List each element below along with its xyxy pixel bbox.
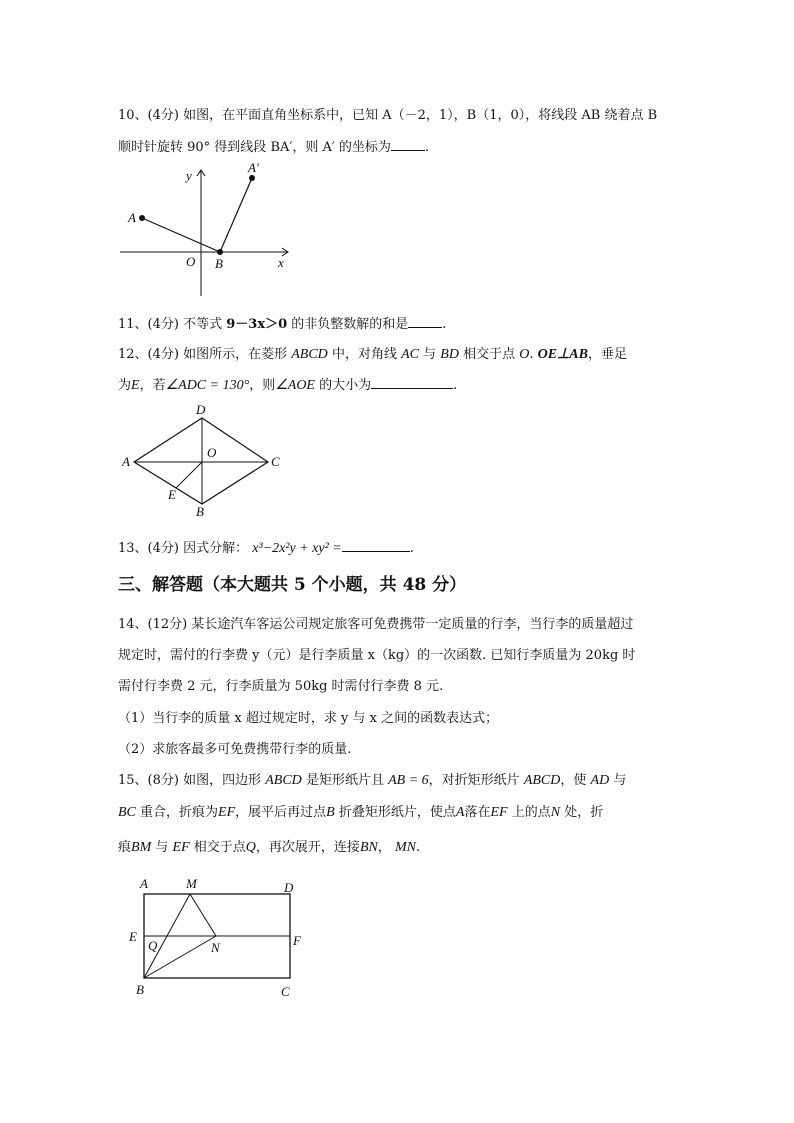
q15-abcd-2: ABCD xyxy=(523,773,561,788)
q12-o: O xyxy=(519,347,530,362)
q15-text-p: ， xyxy=(377,840,391,855)
segment-mn xyxy=(190,894,216,936)
q12-answer-blank[interactable] xyxy=(371,376,453,389)
q15-mn: MN xyxy=(394,840,416,855)
q14-sub1: （1）当行李的质量 x 超过规定时，求 y 与 x 之间的函数表达式； xyxy=(118,711,499,726)
q10-answer-blank[interactable] xyxy=(391,138,425,151)
q11-text: 11、(4分) 不等式 xyxy=(118,317,223,332)
q12-e: E xyxy=(131,378,140,393)
point-b xyxy=(217,249,223,255)
q12-line1 xyxy=(118,343,627,363)
q15-line1 xyxy=(118,769,626,789)
q15-text-k: 处，折 xyxy=(564,805,604,820)
q15-text-n: 相交于点 xyxy=(193,840,246,855)
q15-q: Q xyxy=(245,840,256,855)
label-d: D xyxy=(196,402,206,417)
q13-expr: x³−2x²y + xy² = xyxy=(252,541,342,556)
q15-text-h: 折叠矩形纸片，使点 xyxy=(338,805,456,820)
q15-text-d: ，使 xyxy=(560,773,587,788)
label-b: B xyxy=(215,256,223,271)
label-a1: A′ xyxy=(248,160,259,175)
q12-angle-adc: ∠ADC = 130° xyxy=(165,378,250,393)
q15-n: N xyxy=(550,805,561,820)
q15-text-e: 与 xyxy=(613,773,627,788)
label-o: O xyxy=(186,254,196,269)
q10-line1: 10、(4分) 如图，在平面直角坐标系中，已知 A（－2，1），B（1，0），将线段 AB 绕着点 B xyxy=(118,108,658,123)
label-n: N xyxy=(211,940,220,955)
label-a: A xyxy=(122,454,130,469)
q14-sub2: （2）求旅客最多可免费携带行李的质量. xyxy=(118,742,352,757)
q12-text-e: 为 xyxy=(118,378,132,393)
point-a1 xyxy=(249,175,255,181)
label-a: A xyxy=(128,210,136,225)
q15-text-c: ，对折矩形纸片 xyxy=(428,773,520,788)
label-f: F xyxy=(293,933,301,948)
q12-bd: BD xyxy=(440,347,459,362)
label-d: D xyxy=(284,880,294,895)
q15-text-a: 15、(8分) 如图，四边形 xyxy=(118,773,262,788)
q12-angle-aoe: ∠AOE xyxy=(275,378,315,393)
label-e: E xyxy=(129,929,137,944)
label-a: A xyxy=(140,876,148,891)
q15-b: B xyxy=(326,805,335,820)
rhombus-abcd xyxy=(134,418,268,504)
q15-line2 xyxy=(118,801,603,821)
q15-text-g: ，展平后再过点 xyxy=(235,805,327,820)
q13-line xyxy=(118,537,414,557)
q15-text-f: 重合，折痕为 xyxy=(140,805,219,820)
q12-oe-perp-ab: OE⊥AB xyxy=(537,347,588,362)
label-q: Q xyxy=(148,938,158,953)
q15-ef-3: EF xyxy=(172,840,190,855)
q15-ef-2: EF xyxy=(490,805,508,820)
q15-ab-6: AB = 6 xyxy=(388,773,429,788)
q14-line2: 规定时，需付的行李费 y（元）是行李质量 x（kg）的一次函数. 已知行李质量为 20kg 时 xyxy=(118,648,636,663)
q13-answer-blank[interactable] xyxy=(342,539,410,552)
q15-line3 xyxy=(118,836,420,856)
q11-end: . xyxy=(442,317,447,332)
q15-a: A xyxy=(455,805,465,820)
section-title: 三、解答题（本大题共 5 个小题，共 48 分） xyxy=(118,575,467,595)
q12-text-g: ，则 xyxy=(249,378,276,393)
q11-line xyxy=(118,313,446,332)
q10-figure xyxy=(118,160,298,300)
label-b: B xyxy=(196,504,204,519)
q15-ad: AD xyxy=(590,773,610,788)
q11-expr: 9－3x＞0 xyxy=(226,317,288,332)
q15-bn: BN xyxy=(359,840,378,855)
q12-figure xyxy=(118,400,298,520)
q15-text-b: 是矩形纸片且 xyxy=(305,773,384,788)
q15-text-l: 痕 xyxy=(118,840,132,855)
q14-line1: 14、(12分) 某长途汽车客运公司规定旅客可免费携带一定质量的行李，当行李的质量超过 xyxy=(118,617,634,632)
q13-end: . xyxy=(409,541,414,556)
segment-ba1 xyxy=(220,178,252,252)
q12-end: . xyxy=(453,378,458,393)
q15-bm: BM xyxy=(131,840,152,855)
q12-abcd: ABCD xyxy=(291,347,328,362)
q12-dot: . xyxy=(529,347,534,362)
q14-line3: 需付行李费 2 元，行李质量为 50kg 时需付行李费 8 元. xyxy=(118,679,444,694)
segment-ab xyxy=(142,218,220,252)
q15-text-i: 落在 xyxy=(464,805,491,820)
q15-text-m: 与 xyxy=(155,840,169,855)
q15-bc: BC xyxy=(118,805,136,820)
label-x: x xyxy=(278,255,284,270)
q15-text-j: 上的点 xyxy=(511,805,551,820)
q12-ac: AC xyxy=(401,347,419,362)
label-o: O xyxy=(207,445,217,460)
q13-text: 13、(4分) 因式分解： xyxy=(118,541,249,556)
q15-ef: EF xyxy=(218,805,236,820)
label-b: B xyxy=(136,982,144,997)
q11-answer-blank[interactable] xyxy=(408,315,442,328)
label-y: y xyxy=(186,168,192,183)
q15-text-o: ，再次展开，连接 xyxy=(255,840,360,855)
q10-line2 xyxy=(118,136,429,155)
q10-text: 顺时针旋转 90° 得到线段 BA′，则 A′ 的坐标为 xyxy=(118,140,391,155)
point-a xyxy=(139,215,145,221)
q12-text-f: ，若 xyxy=(139,378,166,393)
label-c: C xyxy=(281,984,290,999)
q12-text-h: 的大小为 xyxy=(319,378,372,393)
q12-text-a: 12、(4分) 如图所示，在菱形 xyxy=(118,347,288,362)
q11-text2: 的非负整数解的和是 xyxy=(291,317,409,332)
q12-line2 xyxy=(118,374,457,394)
q12-text-c: 相交于点 xyxy=(463,347,516,362)
label-e: E xyxy=(168,487,176,502)
q15-end: . xyxy=(415,840,421,855)
q12-text-b: 中，对角线 xyxy=(331,347,397,362)
q15-figure xyxy=(118,872,328,1002)
label-c: C xyxy=(271,454,280,469)
segment-oe xyxy=(176,462,202,488)
q12-yu: 与 xyxy=(423,347,437,362)
q12-text-d: ，垂足 xyxy=(587,347,627,362)
q15-abcd: ABCD xyxy=(265,773,302,788)
q10-end: . xyxy=(424,140,430,155)
label-m: M xyxy=(186,876,197,891)
